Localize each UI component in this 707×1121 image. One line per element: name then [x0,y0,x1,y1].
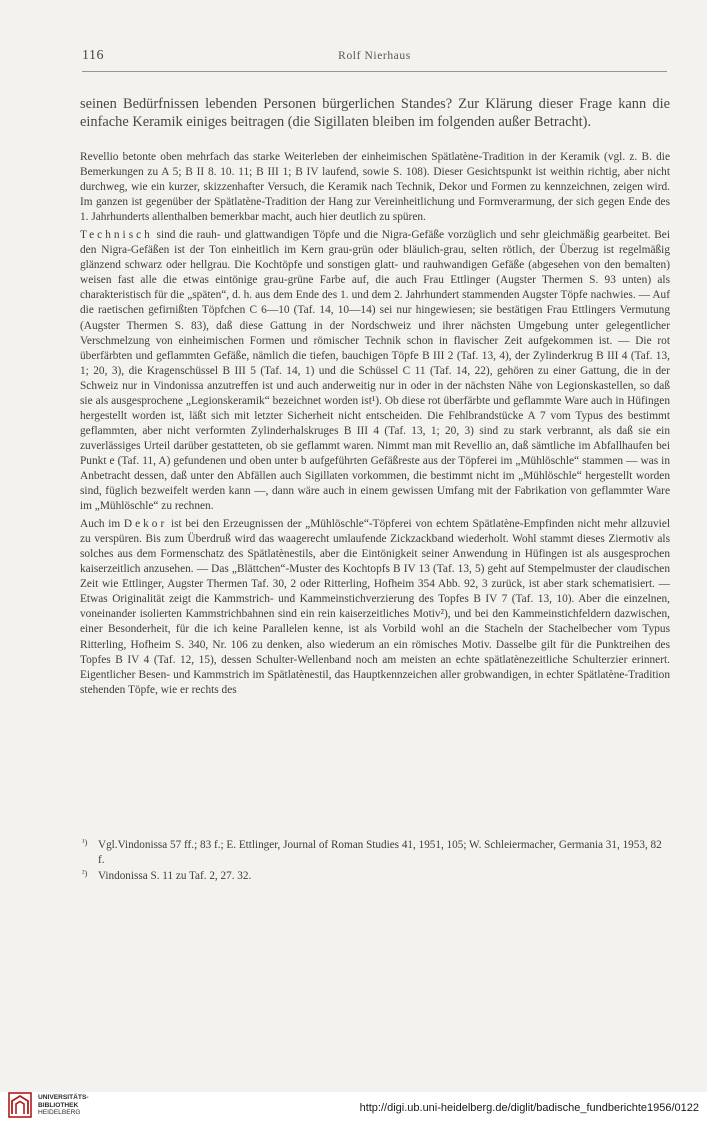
footnotes [82,838,662,885]
source-url[interactable]: http://digi.ub.uni-heidelberg.de/diglit/badische_fundberichte1956/0122 [359,1102,699,1114]
paragraph-text: ist bei den Erzeugnissen der „Mühlöschle“-Töpferei von echtem Spätlatène-Empfinden nicht mehr allzuviel zu verspüren. Bis zum Überdruß wird das waagerecht umlaufende Zickzackband wiederholt. Wohl stammt dieses Ziermotiv als solches aus dem Formenschatz des Spätlatènestils, aber die Eintönigkeit seiner Anwendung in Hüfingen ist als ausgesprochen kaiserzeitlich anzusehen. — Das „Blättchen“-Muster des Kochtopfs B IV 13 (Taf. 13, 5) geht auf Stempelmuster der claudischen Zeit wie Ettlinger, Augster Thermen Taf. 30, 2 oder Ritterling, Hofheim 354 Abb. 92, 3 zurück, ist aber stark schematisiert. — Etwas Originalität zeigt die Kammstrich- und Kammeinstichverzierung des Topfes B IV 7 (Taf. 13, 10). Aber die einzelnen, voneinander isolierten Kammstrichbahnen sind ein rein kaiserzeitliches Motiv²), und bei den Kammeinstichfeldern dazwischen, einer Besonderheit, für die ich keine Parallelen kenne, ist als Vorbild wohl an die Stacheln der Stachelbecher vom Typus Ritterling, Hofheim S. 340, Nr. 106 zu denken, also wiederum an ein römisches Motiv. Dasselbe gilt für die Punktreihen des Topfes B IV 4 (Taf. 12, 15), dessen Schulter-Wellenband noch am meisten an echte spätlatènezeitliche Schulterzier erinnert. Eigentlicher Besen- und Kammstrich im Spätlatènestil, das Hauptkennzeichen aller grobwandigen, in echter Spätlatène-Tradition stehenden Töpfe, wie er rechts des [80,518,671,696]
library-name-line: UNIVERSITÄTS- [38,1094,89,1101]
paragraph-text: Revellio betonte oben mehrfach das starke Weiterleben der einheimischen Spätlatène-Tradition in der Keramik (vgl. z. B. die Bemerkungen zu A 5; B II 8. 10. 11; B III 1; B IV laufend, sowie S. 108). Dieser Gesichtspunkt ist weithin richtig, aber nicht durchweg, wie ein kurzer, skizzenhafter Versuch, die Keramik nach Technik, Dekor und Formen zu kennzeichnen, zeigen wird. Im ganzen ist gegenüber der Spätlatène-Tradition der Hang zur Vereinheitlichung und Formverarmung, der sich gegen Ende des 1. Jahrhunderts allenthalben bemerkbar macht, auch hier deutlich zu spüren. [80,151,670,224]
spaced-keyword: Technisch [80,229,153,242]
spaced-keyword: Dekor [123,518,168,531]
paragraph-tradition [80,150,670,225]
page-number: 116 [82,48,104,63]
paragraph-prefix: Auch im [80,518,124,531]
footnote-text: Vgl.Vindonissa 57 ff.; 83 f.; E. Ettlinger, Journal of Roman Studies 41, 1951, 105; W. Schleiermacher, Germania 31, 1953, 82 f. [98,839,662,866]
footnote-mark: ¹) [82,837,88,847]
paragraph-text: sind die rauh- und glattwandigen Töpfe und die Nigra-Gefäße vorzüglich und sehr gleichmäßig gearbeitet. Bei den Nigra-Gefäßen ist der Ton einheitlich im Kern grau-grün oder bläulich-grau, selten rötlich, der Überzug ist regelmäßig glänzend schwarz oder hellgrau. Die Kochtöpfe und sonstigen glatt- und rauhwandigen Gefäße (abgesehen von den bemalten) weisen fast alle die etwas eintönige grau-grüne Farbe auf, die auch Frau Ettlinger (Augster Thermen S. 93 unten) als charakteristisch für die „späten“, d. h. aus dem Ende des 1. und dem 2. Jahrhundert stammenden Augster Töpfe nachwies. — Auf die raetischen gefirnißten Töpfchen C 6—10 (Taf. 14, 10—14) sei nur hingewiesen; sie bestätigen Frau Ettlingers Vermutung (Augster Thermen S. 83), daß diese Gattung in der Nordschweiz und ihrer nächsten Umgebung unter gelegentlicher Verschmelzung von einheimischen Formen und römischer Technik schon in flavischer Zeit aufgekommen ist. — Die rot überfärbten und geflammten Gefäße, nämlich die tiefen, bauchigen Töpfe B III 2 (Taf. 13, 4), der Zylinderkrug B III 4 (Taf. 13, 1; 20, 3), die Kragenschüssel B III 5 (Taf. 14, 1) und die Schüssel C 11 (Taf. 14, 22), gehören zu einer Gattung, die in der Schweiz nur in Vindonissa anzutreffen ist und auch anderweitig nur in oder in der nächsten Nähe von Legionskastellen, so daß sie als ausgesprochene „Legionskeramik“ bezeichnet worden ist¹). Ob diese rot überfärbte und geflammte Ware auch in Hüfingen hergestellt worden ist, läßt sich mit letzter Sicherheit nicht entscheiden. Die Fehlbrandstücke A 7 vom Typus des bestimmt geflammten, aber nicht verformten Zylinderhalskruges B III 4 (Taf. 13, 1; 20, 3) sind zu stark verbrannt, als daß sie ein zuverlässiges Urteil darüber gestatteten, ob sie geflammt waren. Nimmt man mit Revellio an, daß sämtliche im Abfallhaufen bei Punkt e (Taf. 11, A) gefundenen und oben unter b aufgeführten Gefäßreste aus der Töpferei im „Mühlöschle“ stammen — was in Anbetracht dessen, daß unter den Abfällen auch Sigillaten vorkommen, die bestimmt nicht im „Mühlöschle“ hergestellt worden sind, füglich bezweifelt werden kann —, dann wäre auch in einem gewissen Umfang mit der Fabrikation von geflammter Ware im „Mühlöschle“ zu rechnen. [80,229,670,513]
library-name [38,1094,89,1117]
header-rule [82,71,667,72]
running-head: Rolf Nierhaus [338,50,411,62]
paragraph-technique [80,228,670,514]
library-name-line: BIBLIOTHEK [38,1101,79,1109]
footnote-mark: ²) [82,868,88,878]
footnote [82,838,662,868]
library-name-line: HEIDELBERG [38,1109,81,1117]
lead-paragraph: seinen Bedürfnissen lebenden Personen bürgerlichen Standes? Zur Klärung dieser Frage kann die einfache Keramik einiges beitragen (die Sigillaten bleiben im folgenden außer Betracht). [80,96,670,130]
footnote [82,869,662,884]
library-logo-icon [8,1092,32,1118]
page-header [82,48,667,70]
body-text [80,150,670,701]
paragraph-decor [80,517,670,698]
footnote-text: Vindonissa S. 11 zu Taf. 2, 27. 32. [98,870,252,882]
